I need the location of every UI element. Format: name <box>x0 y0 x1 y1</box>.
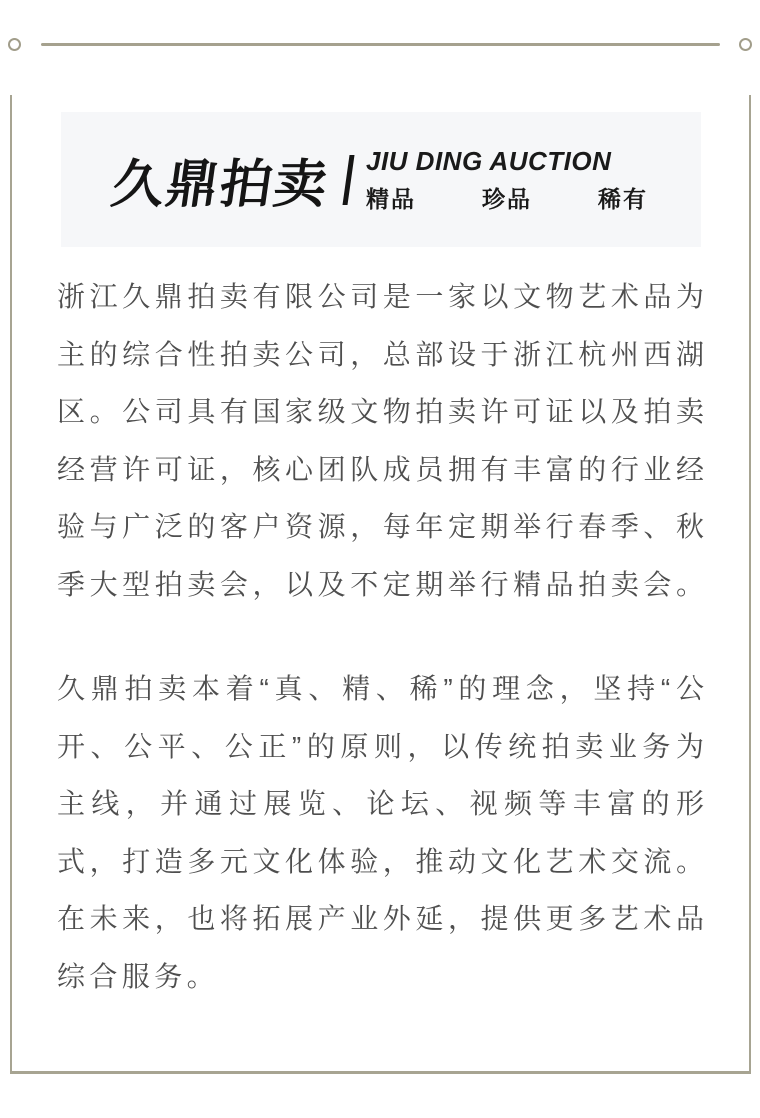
brand-logo-banner <box>61 112 701 247</box>
paragraph1-line3: 区。公司具有国家级文物拍卖许可证以及拍卖 <box>57 396 704 427</box>
paragraph2-line3: 主线，并通过展览、论坛、视频等丰富的形 <box>57 788 704 819</box>
tagline-word-3: 稀有 <box>598 185 648 212</box>
logo-right-block <box>366 146 648 214</box>
content-frame <box>10 95 751 1074</box>
brand-name-chinese: 久鼎拍卖 <box>108 156 333 214</box>
paragraph1-line6: 季大型拍卖会，以及不定期举行精品拍卖会。 <box>57 568 704 600</box>
top-ornament <box>8 38 752 52</box>
intro-paragraph-2 <box>57 660 704 1005</box>
paragraph2-line1: 久鼎拍卖本着“真、精、稀”的理念，坚持“公 <box>57 673 704 704</box>
tagline-word-1: 精品 <box>366 185 416 212</box>
paragraph1-line1: 浙江久鼎拍卖有限公司是一家以文物艺术品为 <box>57 281 704 312</box>
company-introduction <box>57 268 704 1005</box>
brand-tagline <box>366 181 648 214</box>
paragraph2-line2: 开、公平、公正”的原则，以传统拍卖业务为 <box>57 730 704 762</box>
intro-paragraph-1 <box>57 268 704 613</box>
brand-name-english: JIU DING AUCTION <box>366 145 612 176</box>
paragraph1-line2: 主的综合性拍卖公司，总部设于浙江杭州西湖 <box>57 338 704 370</box>
circle-ornament-right-icon <box>739 38 752 51</box>
paragraph1-line4: 经营许可证，核心团队成员拥有丰富的行业经 <box>57 453 704 485</box>
paragraph1-line5: 验与广泛的客户资源，每年定期举行春季、秋 <box>57 511 704 542</box>
paragraph2-line4: 式，打造多元文化体验，推动文化艺术交流。 <box>57 845 704 877</box>
paragraph2-line6: 综合服务。 <box>57 960 220 992</box>
logo-divider-bar <box>342 155 354 205</box>
ornament-divider-line <box>41 43 720 46</box>
paragraph2-line5: 在未来，也将拓展产业外延，提供更多艺术品 <box>57 903 704 934</box>
circle-ornament-left-icon <box>8 38 21 51</box>
tagline-word-2: 珍品 <box>482 185 532 212</box>
